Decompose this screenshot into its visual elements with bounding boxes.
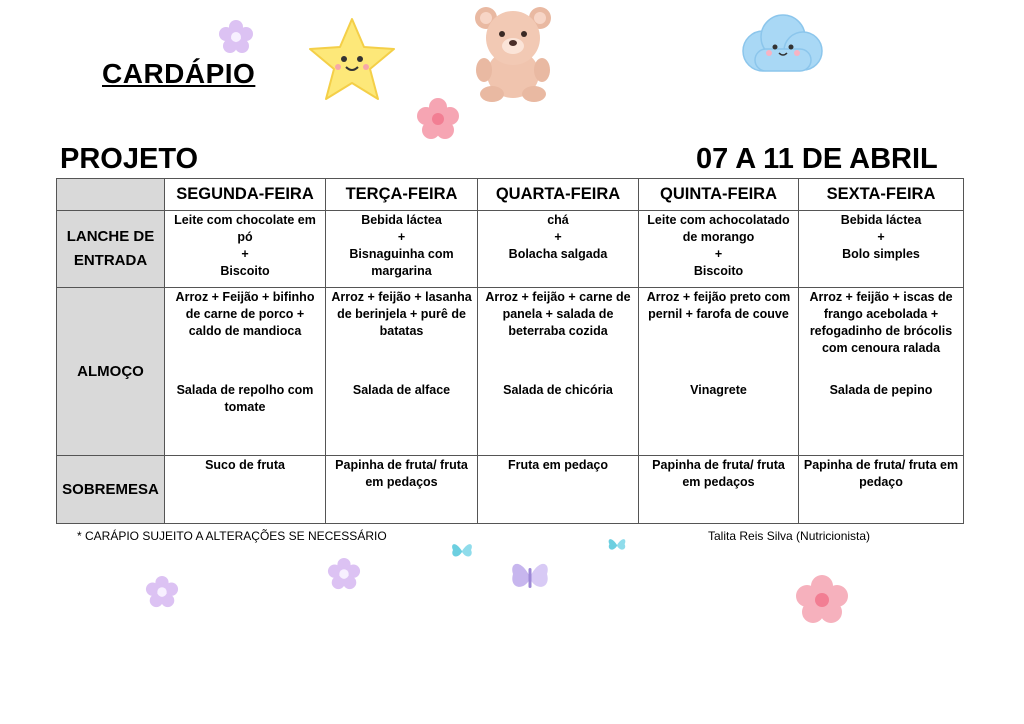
menu-item-line: margarina [371,264,432,278]
menu-item-line: em pedaços [682,475,755,489]
purple-butterfly-icon [507,556,553,598]
menu-item-line: beterraba cozida [508,324,608,338]
menu-item-line: + [554,230,562,244]
day-header: QUARTA-FEIRA [478,179,639,211]
almoco-row [57,288,964,456]
menu-item-line: Arroz + feijão preto com [646,290,791,304]
lavender-flower-icon [145,575,179,609]
salad-line: Salada de chicória [503,383,613,397]
menu-item-line: Biscoito [693,264,744,278]
salad-line: Salada de pepino [829,383,933,397]
lanche-row [57,211,964,288]
menu-item-line: + [877,230,885,244]
menu-item-line: frango acebolada + [823,307,939,321]
page-title: CARDÁPIO [102,58,256,89]
salad-line: tomate [224,400,266,414]
menu-item-line: Papinha de fruta/ fruta em [803,458,959,472]
sobremesa-row [57,456,964,524]
menu-item-line: pedaço [859,475,903,489]
pink-flower-icon [416,97,460,141]
date-range: 07 A 11 DE ABRIL [696,143,938,175]
day-header-row [57,179,964,211]
menu-item-line: de berinjela + purê de [337,307,466,321]
menu-item-line: caldo de mandioca [188,324,302,338]
menu-cell [478,211,639,288]
menu-item-line: Papinha de fruta/ fruta [335,458,468,472]
row-label-line: LANCHE DE [66,228,155,245]
row-label-sobremesa: SOBREMESA [57,456,165,524]
menu-cell [478,288,639,456]
menu-cell [165,288,326,456]
menu-cell [478,456,639,524]
cloud-icon [735,11,827,79]
menu-item-line: Bisnaguinha com [349,247,454,261]
menu-item-line: Bolo simples [842,247,920,261]
menu-item-line: Bolacha salgada [508,247,608,261]
pink-flower-icon [795,574,849,624]
menu-cell [326,456,478,524]
menu-item-line: Leite com chocolate em [174,213,316,227]
smiling-star-icon [306,15,398,105]
menu-item-line: de morango [682,230,755,244]
footnote: * CARÁPIO SUJEITO A ALTERAÇÕES SE NECESSÁRIO [77,529,387,543]
row-label-almoco: ALMOÇO [57,288,165,456]
menu-cell [326,211,478,288]
menu-cell [799,288,964,456]
menu-cell [799,211,964,288]
corner-cell [57,179,165,211]
menu-item-line: Biscoito [220,264,270,278]
teal-butterfly-icon [606,534,628,556]
menu-cell [799,456,964,524]
lavender-flower-icon [218,19,254,55]
teddy-bear-icon [470,4,556,104]
author-signature: Talita Reis Silva (Nutricionista) [708,529,871,543]
menu-item-line: Arroz + feijão + carne de [485,290,631,304]
menu-item-line: pó [237,230,253,244]
menu-item-line: panela + salada de [502,307,614,321]
salad-line: Vinagrete [690,383,747,397]
menu-item-line: Leite com achocolatado [647,213,790,227]
menu-item-line: Bebida láctea [840,213,922,227]
menu-item-line: Suco de fruta [205,458,285,472]
menu-cell [326,288,478,456]
day-header: SEGUNDA-FEIRA [165,179,326,211]
menu-item-line: pernil + farofa de couve [648,307,789,321]
row-label-line: ENTRADA [73,252,148,269]
menu-item-line: com cenoura ralada [821,341,941,355]
menu-item-line: em pedaços [365,475,438,489]
menu-cell [639,456,799,524]
day-header: TERÇA-FEIRA [326,179,478,211]
menu-item-line: de carne de porco + [185,307,305,321]
menu-item-line: Arroz + Feijão + bifinho [175,290,315,304]
menu-item-line: chá [547,213,569,227]
menu-item-line: + [397,230,406,244]
menu-item-line: refogadinho de brócolis [809,324,953,338]
menu-item-line: + [241,247,249,261]
day-header: QUINTA-FEIRA [639,179,799,211]
menu-item-line: Bebida láctea [361,213,442,227]
menu-item-line: batatas [379,324,424,338]
day-header: SEXTA-FEIRA [799,179,964,211]
lavender-flower-icon [327,557,361,591]
menu-item-line: Arroz + feijão + lasanha [331,290,472,304]
menu-item-line: Fruta em pedaço [507,458,609,472]
menu-cell [165,211,326,288]
menu-item-line: Arroz + feijão + iscas de [809,290,953,304]
row-label-lanche [57,211,165,288]
menu-cell [639,288,799,456]
salad-line: Salada de repolho com [176,383,314,397]
salad-line: Salada de alface [352,383,451,397]
menu-table [56,178,964,524]
project-label: PROJETO [60,143,199,175]
menu-cell [639,211,799,288]
menu-item-line: + [714,247,723,261]
menu-cell [165,456,326,524]
menu-item-line: Papinha de fruta/ fruta [652,458,785,472]
teal-butterfly-icon [449,538,475,564]
